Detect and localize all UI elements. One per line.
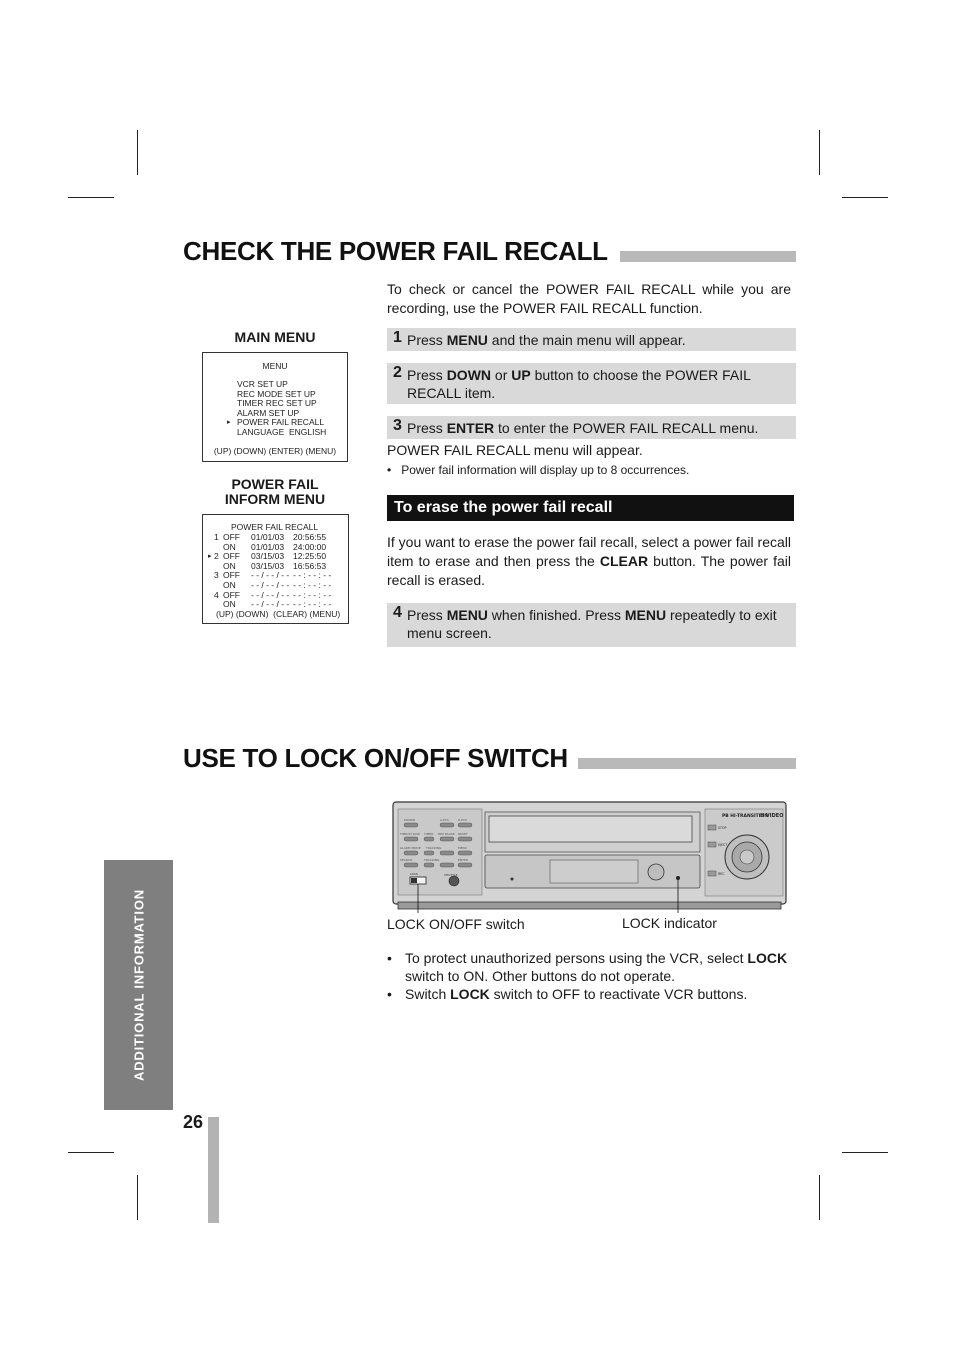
button-name-up: UP	[511, 367, 531, 383]
note-bullet: • Power fail information will display up to 8 occurrences.	[387, 463, 690, 477]
button-name-enter: ENTER	[446, 420, 495, 436]
menu-item: LANGUAGE ENGLISH	[237, 426, 327, 437]
menu-item-selected: POWER FAIL RECALL	[237, 417, 325, 427]
inform-cell-date: - - / - - / - -	[251, 570, 290, 581]
vcr-base	[398, 902, 781, 909]
lock-indicator	[676, 876, 680, 880]
erase-subheading: To erase the power fail recall	[387, 495, 794, 521]
after-step-text: POWER FAIL RECALL menu will appear.	[387, 442, 643, 458]
inform-cell-time: 12:25:50	[293, 551, 327, 562]
crop-mark	[68, 197, 114, 198]
step-number: 1	[393, 329, 402, 346]
button-name-down: DOWN	[446, 367, 492, 383]
svg-text:H.PCS: H.PCS	[458, 818, 467, 822]
callout-lock-switch: LOCK ON/OFF switch	[387, 916, 525, 932]
cursor-arrow-icon: ▸	[227, 419, 231, 426]
section-title-lock-switch: USE TO LOCK ON/OFF SWITCH	[183, 743, 568, 773]
svg-text:EJECT: EJECT	[718, 843, 728, 847]
menu-title: POWER FAIL RECALL	[231, 522, 319, 532]
svg-text:RESET: RESET	[458, 832, 468, 836]
svg-text:SEARCH: SEARCH	[400, 858, 413, 862]
menu-footer: (UP) (DOWN) (CLEAR) (MENU)	[216, 608, 341, 619]
inform-cell-state: ON	[223, 599, 236, 610]
inform-cell-state: OFF	[223, 589, 240, 600]
svg-text:TRACKING: TRACKING	[424, 858, 440, 862]
inform-cell-idx: 1	[214, 532, 219, 542]
crop-mark	[819, 130, 820, 175]
inform-cell-time: - - : - - : - -	[293, 599, 332, 610]
step-text: button to choose the POWER FAIL RECALL item.	[407, 367, 751, 401]
step-number: 3	[393, 417, 402, 434]
cursor-arrow-icon: ▸	[208, 553, 212, 560]
step-number: 2	[393, 364, 402, 381]
step-1	[387, 328, 796, 351]
step-4	[387, 603, 796, 647]
button-name-lock: LOCK	[747, 950, 788, 966]
svg-text:ALARM MODE: ALARM MODE	[400, 846, 421, 850]
svg-text:A.PCS: A.PCS	[440, 818, 449, 822]
label-line: INFORM MENU	[224, 491, 326, 507]
inform-cell-state: ON	[223, 580, 236, 590]
section-tab-label: ADDITIONAL INFORMATION	[131, 889, 146, 1081]
inform-cell-date: 03/15/03	[251, 551, 285, 562]
inform-cell-date: 01/01/03	[251, 541, 285, 552]
inform-cell-date: - - / - - / - -	[251, 580, 290, 590]
svg-text:REC PAUSE: REC PAUSE	[438, 832, 455, 836]
crop-mark	[68, 1152, 114, 1153]
button-name-menu: MENU	[446, 607, 488, 623]
menu-item: ALARM SET UP	[237, 407, 300, 418]
inform-cell-date: 03/15/03	[251, 560, 285, 571]
inform-cell-time: - - : - - : - -	[293, 580, 332, 590]
svg-text:H VIDEO: H VIDEO	[760, 813, 784, 819]
main-menu-label: MAIN MENU	[234, 329, 316, 345]
page-number-bar	[208, 1117, 219, 1223]
step-3	[387, 416, 796, 439]
erase-paragraph: If you want to erase the power fail recall, select a power fail recall item to erase and then press the CLEAR button. The power fail recall is erased.	[387, 534, 791, 588]
page-number: 26	[183, 1112, 204, 1132]
inform-cell-state: ON	[223, 541, 236, 552]
step-text: Press	[407, 607, 447, 623]
inform-cell-state: OFF	[223, 532, 240, 542]
inform-cell-date: - - / - - / - -	[251, 599, 290, 610]
svg-text:TIME/ST DISP: TIME/ST DISP	[400, 832, 420, 836]
inform-cell-idx: 2	[214, 551, 219, 562]
section-tab	[104, 860, 173, 1110]
svg-text:PB HI-TRANSITION: PB HI-TRANSITION	[722, 814, 768, 819]
crop-mark	[819, 1175, 820, 1220]
title-bar-decoration	[620, 251, 796, 262]
svg-text:ENTER: ENTER	[458, 858, 468, 862]
step-text: to enter the POWER FAIL RECALL menu.	[494, 420, 759, 436]
crop-mark	[137, 1175, 138, 1220]
menu-item: REC MODE SET UP	[237, 388, 316, 399]
list-item: • Switch LOCK switch to OFF to reactivate VCR buttons.	[387, 986, 799, 1004]
step-text: repeatedly to exit menu screen.	[407, 607, 777, 641]
main-menu-screen	[202, 352, 348, 462]
inform-cell-time: 24:00:00	[293, 541, 327, 552]
step-text: Press	[407, 420, 447, 436]
crop-mark	[842, 1152, 888, 1153]
step-text: Press	[407, 332, 447, 348]
step-text: and the main menu will appear.	[487, 332, 686, 348]
menu-item: VCR SET UP	[237, 379, 288, 389]
menu-footer: (UP) (DOWN) (ENTER) (MENU)	[213, 446, 337, 456]
inform-cell-state: OFF	[223, 570, 240, 581]
step-text: Press	[407, 367, 447, 383]
button-name-menu: MENU	[624, 607, 667, 623]
list-item: • To protect unauthorized persons using the VCR, select LOCK switch to ON. Other buttons do not operate.	[387, 950, 799, 985]
label-line: POWER FAIL	[231, 476, 319, 492]
svg-text:LOCK: LOCK	[410, 872, 418, 876]
step-text: when finished. Press	[487, 607, 625, 623]
inform-cell-state: ON	[223, 560, 236, 571]
inform-cell-time: - - : - - : - -	[293, 589, 332, 600]
button-name-clear: CLEAR	[599, 553, 649, 569]
svg-text:MENU: MENU	[458, 846, 467, 850]
inform-menu-label	[202, 477, 348, 507]
vcr-illustration	[392, 801, 788, 913]
crop-mark	[137, 130, 138, 175]
inform-cell-time: - - : - - : - -	[293, 570, 332, 581]
step-2	[387, 363, 796, 404]
step-number: 4	[393, 604, 402, 621]
svg-text:SHUTTLE: SHUTTLE	[444, 873, 458, 877]
svg-text:TIMER: TIMER	[424, 832, 434, 836]
inform-cell-time: 20:56:55	[293, 532, 327, 542]
button-name-menu: MENU	[446, 332, 488, 348]
inform-menu-screen	[202, 514, 349, 624]
inform-cell-date: - - / - - / - -	[251, 589, 290, 600]
svg-text:STOP: STOP	[718, 826, 727, 830]
menu-title: MENU	[262, 361, 288, 371]
lock-instructions	[387, 950, 799, 1005]
svg-text:REC: REC	[718, 872, 725, 876]
step-text: or	[491, 367, 512, 383]
inform-cell-time: 16:56:53	[293, 560, 327, 571]
note-text: Power fail information will display up to 8 occurrences.	[401, 463, 690, 477]
inform-cell-idx: 3	[214, 570, 219, 581]
svg-text:TRACKING: TRACKING	[426, 846, 442, 850]
title-bar-decoration	[578, 758, 796, 769]
menu-item: TIMER REC SET UP	[237, 398, 317, 408]
inform-cell-idx: 4	[214, 589, 219, 600]
inform-cell-state: OFF	[223, 551, 240, 562]
button-name-lock: LOCK	[450, 986, 490, 1002]
inform-cell-date: 01/01/03	[251, 532, 285, 542]
callout-lock-indicator: LOCK indicator	[622, 915, 717, 931]
intro-paragraph: To check or cancel the POWER FAIL RECALL while you are recording, use the POWER FAIL RECALL function.	[387, 281, 791, 316]
svg-text:POWER: POWER	[404, 818, 416, 822]
crop-mark	[842, 197, 888, 198]
section-title-power-fail: CHECK THE POWER FAIL RECALL	[183, 236, 608, 266]
